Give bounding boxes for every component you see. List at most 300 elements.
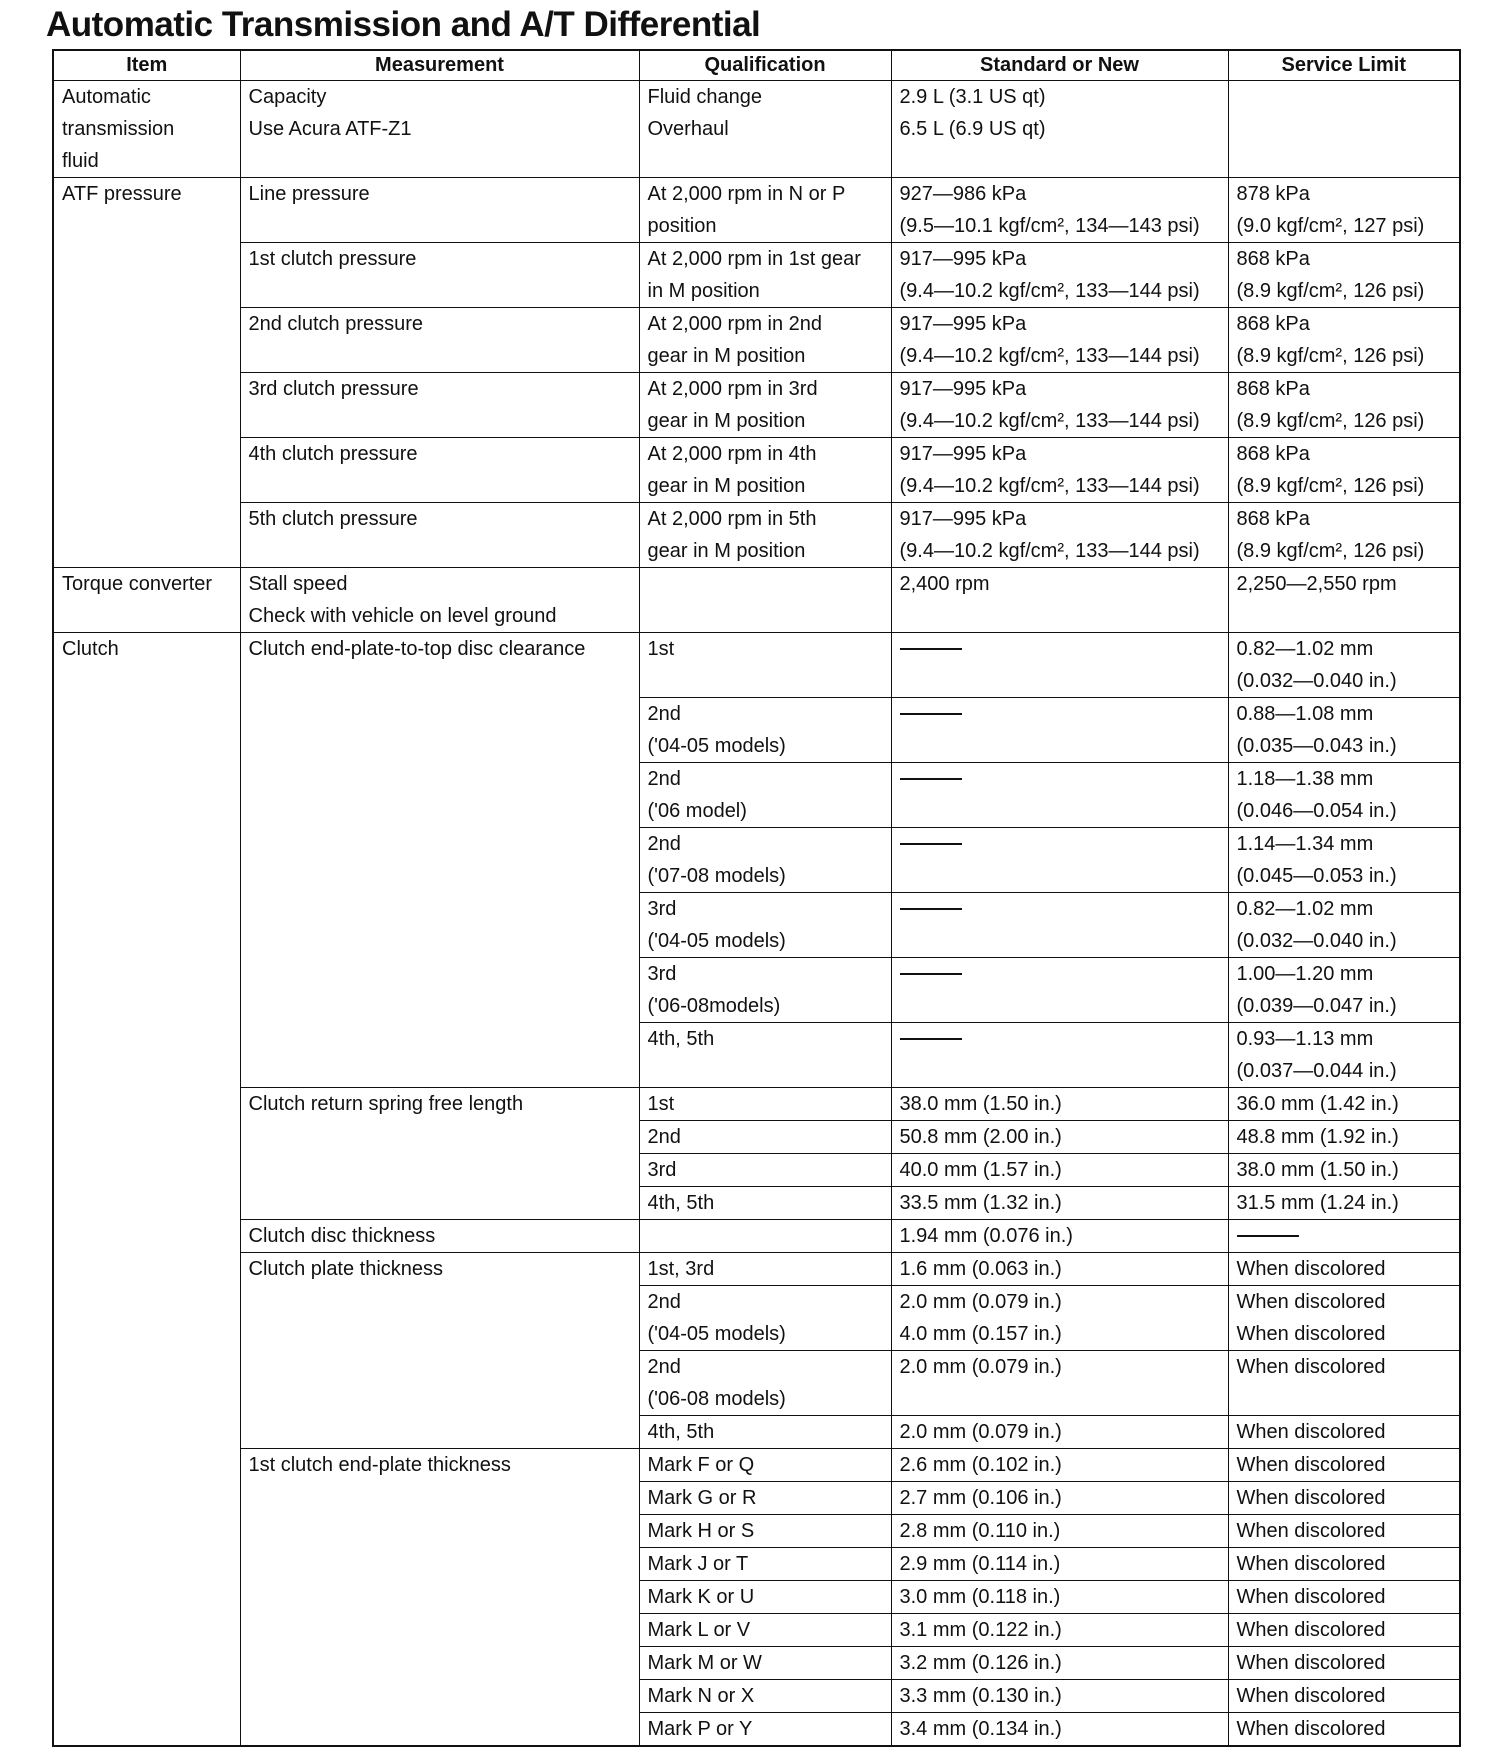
service-limit-cell [1228, 1548, 1460, 1581]
qualification-text: gear in M position [647, 475, 806, 497]
standard-cell [891, 178, 1228, 243]
service-limit-cell [1228, 1121, 1460, 1154]
qualification-cell [639, 1482, 891, 1515]
qualification-text: At 2,000 rpm in 4th [647, 443, 817, 465]
qualification-cell [639, 1351, 891, 1416]
qualification-text: Mark K or U [647, 1586, 755, 1608]
service-limit-cell [1228, 1713, 1460, 1747]
standard-cell [891, 698, 1228, 763]
service-limit-cell [1228, 373, 1460, 438]
table-row [53, 438, 1460, 503]
table-row [53, 1614, 1460, 1647]
service-limit-cell [1228, 1482, 1460, 1515]
qualification-cell [639, 243, 891, 308]
measurement-text: Line pressure [248, 183, 370, 205]
standard-cell [891, 438, 1228, 503]
qualification-text: At 2,000 rpm in 1st gear [647, 248, 861, 270]
measurement-cell [240, 1548, 639, 1581]
dash-rule [900, 908, 962, 910]
table-row [53, 763, 1460, 828]
service-limit-text: When discolored [1236, 1356, 1386, 1378]
qualification-text: At 2,000 rpm in N or P [647, 183, 846, 205]
measurement-text: Clutch disc thickness [248, 1225, 436, 1247]
service-limit-cell [1228, 243, 1460, 308]
table-row [53, 1581, 1460, 1614]
standard-text: (9.4—10.2 kgf/cm², 133—144 psi) [899, 280, 1200, 302]
measurement-text: Use Acura ATF-Z1 [248, 118, 412, 140]
item-cell [53, 1416, 240, 1449]
qualification-text: Mark N or X [647, 1685, 755, 1707]
qualification-text: 2nd [647, 1291, 681, 1313]
measurement-text: 1st clutch end-plate thickness [248, 1454, 511, 1476]
table-row [53, 373, 1460, 438]
service-limit-cell [1228, 1253, 1460, 1286]
table-row [53, 1482, 1460, 1515]
header-measurement: Measurement [240, 50, 639, 81]
service-limit-text: 2,250—2,550 rpm [1236, 573, 1397, 595]
service-limit-text: 1.18—1.38 mm [1236, 768, 1374, 790]
qualification-cell [639, 1286, 891, 1351]
qualification-cell [639, 1154, 891, 1187]
measurement-cell [240, 828, 639, 893]
standard-cell [891, 1220, 1228, 1253]
measurement-text: 3rd clutch pressure [248, 378, 419, 400]
standard-text: 927—986 kPa [899, 183, 1027, 205]
service-limit-text: When discolored [1236, 1553, 1386, 1575]
qualification-cell [639, 1187, 891, 1220]
standard-cell [891, 1647, 1228, 1680]
table-row [53, 1515, 1460, 1548]
measurement-cell [240, 1515, 639, 1548]
item-cell [53, 1581, 240, 1614]
service-limit-text: 0.82—1.02 mm [1236, 638, 1374, 660]
dash-rule [900, 1038, 962, 1040]
standard-text: (9.4—10.2 kgf/cm², 133—144 psi) [899, 410, 1200, 432]
item-cell [53, 503, 240, 568]
table-row [53, 1680, 1460, 1713]
standard-text: 2.7 mm (0.106 in.) [899, 1487, 1062, 1509]
header-item: Item [53, 50, 240, 81]
standard-text: (9.4—10.2 kgf/cm², 133—144 psi) [899, 345, 1200, 367]
standard-cell [891, 1713, 1228, 1747]
service-limit-cell [1228, 633, 1460, 698]
item-text: fluid [62, 150, 99, 172]
spec-table [52, 49, 1461, 1747]
service-limit-cell [1228, 178, 1460, 243]
standard-text [892, 958, 1228, 990]
qualification-text: Mark J or T [647, 1553, 749, 1575]
measurement-cell [240, 373, 639, 438]
item-cell [53, 1121, 240, 1154]
service-limit-text: (0.032—0.040 in.) [1236, 670, 1397, 692]
table-row [53, 1023, 1460, 1088]
qualification-text: 2nd [647, 1126, 681, 1148]
qualification-text: 2nd [647, 703, 681, 725]
measurement-cell [240, 243, 639, 308]
qualification-text: Mark F or Q [647, 1454, 755, 1476]
measurement-cell [240, 1680, 639, 1713]
table-row [53, 1088, 1460, 1121]
measurement-cell [240, 1614, 639, 1647]
dash-rule [900, 713, 962, 715]
qualification-cell [639, 308, 891, 373]
standard-cell [891, 81, 1228, 178]
service-limit-text: 868 kPa [1236, 313, 1310, 335]
measurement-text: Clutch return spring free length [248, 1093, 524, 1115]
service-limit-cell [1228, 1351, 1460, 1416]
qualification-text: gear in M position [647, 540, 806, 562]
service-limit-cell [1228, 1088, 1460, 1121]
standard-text [892, 633, 1228, 665]
standard-cell [891, 633, 1228, 698]
item-cell [53, 373, 240, 438]
table-row [53, 1121, 1460, 1154]
table-row [53, 1286, 1460, 1351]
standard-text: 3.2 mm (0.126 in.) [899, 1652, 1062, 1674]
service-limit-cell [1228, 1187, 1460, 1220]
measurement-cell [240, 1416, 639, 1449]
qualification-text: gear in M position [647, 345, 806, 367]
table-row [53, 503, 1460, 568]
qualification-text: Overhaul [647, 118, 729, 140]
service-limit-text: 868 kPa [1236, 508, 1310, 530]
service-limit-text: When discolored [1236, 1323, 1386, 1345]
standard-text: (9.4—10.2 kgf/cm², 133—144 psi) [899, 540, 1200, 562]
service-limit-text: 1.00—1.20 mm [1236, 963, 1374, 985]
qualification-text: gear in M position [647, 410, 806, 432]
service-limit-text: (0.046—0.054 in.) [1236, 800, 1397, 822]
measurement-cell [240, 698, 639, 763]
standard-cell [891, 308, 1228, 373]
standard-text [892, 698, 1228, 730]
qualification-text: ('06 model) [647, 800, 747, 822]
service-limit-cell [1228, 1680, 1460, 1713]
qualification-cell [639, 1680, 891, 1713]
measurement-text: Clutch plate thickness [248, 1258, 444, 1280]
standard-text: 3.1 mm (0.122 in.) [899, 1619, 1062, 1641]
qualification-cell [639, 893, 891, 958]
service-limit-text: When discolored [1236, 1685, 1386, 1707]
item-cell [53, 1088, 240, 1121]
standard-text: 1.94 mm (0.076 in.) [899, 1225, 1073, 1247]
table-row [53, 1449, 1460, 1482]
service-limit-text: 868 kPa [1236, 443, 1310, 465]
service-limit-text: 31.5 mm (1.24 in.) [1236, 1192, 1399, 1214]
item-cell [53, 178, 240, 243]
qualification-cell [639, 1253, 891, 1286]
measurement-cell [240, 1220, 639, 1253]
qualification-text: Mark L or V [647, 1619, 751, 1641]
standard-cell [891, 1680, 1228, 1713]
standard-text: 4.0 mm (0.157 in.) [899, 1323, 1062, 1345]
table-row [53, 893, 1460, 958]
item-cell [53, 763, 240, 828]
item-text: Torque converter [62, 573, 213, 595]
measurement-cell [240, 893, 639, 958]
qualification-cell [639, 958, 891, 1023]
item-cell [53, 1647, 240, 1680]
standard-text: 1.6 mm (0.063 in.) [899, 1258, 1062, 1280]
item-cell [53, 1482, 240, 1515]
qualification-text: Mark M or W [647, 1652, 762, 1674]
standard-text: 2.0 mm (0.079 in.) [899, 1291, 1062, 1313]
item-cell [53, 438, 240, 503]
qualification-text: ('07-08 models) [647, 865, 786, 887]
standard-text: 38.0 mm (1.50 in.) [899, 1093, 1062, 1115]
item-cell [53, 1187, 240, 1220]
standard-cell [891, 1253, 1228, 1286]
item-text: ATF pressure [62, 183, 182, 205]
qualification-text: Mark G or R [647, 1487, 757, 1509]
qualification-text: 4th, 5th [647, 1192, 715, 1214]
standard-text: 50.8 mm (2.00 in.) [899, 1126, 1062, 1148]
measurement-cell [240, 1647, 639, 1680]
service-limit-text: (8.9 kgf/cm², 126 psi) [1236, 280, 1425, 302]
standard-cell [891, 1449, 1228, 1482]
table-row [53, 1416, 1460, 1449]
service-limit-text: 36.0 mm (1.42 in.) [1236, 1093, 1399, 1115]
service-limit-cell [1228, 763, 1460, 828]
qualification-cell [639, 81, 891, 178]
item-cell [53, 568, 240, 633]
service-limit-text: 0.93—1.13 mm [1236, 1028, 1374, 1050]
service-limit-text: (8.9 kgf/cm², 126 psi) [1236, 475, 1425, 497]
item-cell [53, 1449, 240, 1482]
header-service-limit: Service Limit [1228, 50, 1460, 81]
service-limit-text: When discolored [1236, 1291, 1386, 1313]
service-limit-text: When discolored [1236, 1652, 1386, 1674]
measurement-cell [240, 958, 639, 1023]
item-cell [53, 81, 240, 178]
service-limit-cell [1228, 1220, 1460, 1253]
qualification-text: At 2,000 rpm in 5th [647, 508, 817, 530]
qualification-cell [639, 1515, 891, 1548]
service-limit-text: (8.9 kgf/cm², 126 psi) [1236, 540, 1425, 562]
qualification-text: 2nd [647, 1356, 681, 1378]
standard-text: 2.9 L (3.1 US qt) [899, 86, 1046, 108]
service-limit-text: (0.035—0.043 in.) [1236, 735, 1397, 757]
measurement-cell [240, 1253, 639, 1286]
standard-text: 2.8 mm (0.110 in.) [899, 1520, 1061, 1542]
service-limit-text: 868 kPa [1236, 378, 1310, 400]
qualification-text: Mark P or Y [647, 1718, 753, 1740]
measurement-cell [240, 1154, 639, 1187]
item-cell [53, 1680, 240, 1713]
item-cell [53, 1614, 240, 1647]
standard-cell [891, 1351, 1228, 1416]
qualification-text: 4th, 5th [647, 1028, 715, 1050]
qualification-text: position [647, 215, 717, 237]
dash-rule [900, 648, 962, 650]
table-row [53, 178, 1460, 243]
table-row [53, 1253, 1460, 1286]
standard-text: 2.6 mm (0.102 in.) [899, 1454, 1062, 1476]
qualification-text: 1st [647, 638, 675, 660]
measurement-cell [240, 633, 639, 698]
service-limit-cell [1228, 1515, 1460, 1548]
item-cell [53, 1286, 240, 1351]
measurement-cell [240, 308, 639, 373]
service-limit-text: When discolored [1236, 1421, 1386, 1443]
item-cell [53, 243, 240, 308]
measurement-cell [240, 1121, 639, 1154]
service-limit-cell [1228, 698, 1460, 763]
measurement-cell [240, 438, 639, 503]
item-text: transmission [62, 118, 175, 140]
header-qualification: Qualification [639, 50, 891, 81]
measurement-text: Stall speed [248, 573, 348, 595]
item-cell [53, 698, 240, 763]
qualification-text: ('04-05 models) [647, 735, 786, 757]
service-limit-cell [1228, 503, 1460, 568]
service-limit-cell [1228, 1647, 1460, 1680]
measurement-text: 4th clutch pressure [248, 443, 418, 465]
service-limit-cell [1228, 828, 1460, 893]
qualification-text: At 2,000 rpm in 3rd [647, 378, 818, 400]
standard-cell [891, 503, 1228, 568]
qualification-text: ('04-05 models) [647, 1323, 786, 1345]
service-limit-cell [1228, 81, 1460, 178]
item-cell [53, 1515, 240, 1548]
dash-rule [1237, 1235, 1299, 1237]
service-limit-text: When discolored [1236, 1520, 1386, 1542]
qualification-text: 3rd [647, 898, 677, 920]
qualification-cell [639, 178, 891, 243]
dash-rule [900, 843, 962, 845]
standard-text: 33.5 mm (1.32 in.) [899, 1192, 1062, 1214]
item-cell [53, 1220, 240, 1253]
table-row [53, 1187, 1460, 1220]
qualification-text: 3rd [647, 1159, 677, 1181]
service-limit-cell [1228, 438, 1460, 503]
measurement-cell [240, 568, 639, 633]
table-row [53, 958, 1460, 1023]
service-limit-text: When discolored [1236, 1718, 1386, 1740]
standard-text [892, 893, 1228, 925]
standard-cell [891, 243, 1228, 308]
service-limit-text: 1.14—1.34 mm [1236, 833, 1374, 855]
table-row [53, 81, 1460, 178]
standard-text: 2,400 rpm [899, 573, 990, 595]
table-row [53, 1154, 1460, 1187]
dash-rule [900, 778, 962, 780]
standard-cell [891, 1088, 1228, 1121]
service-limit-text: (0.037—0.044 in.) [1236, 1060, 1397, 1082]
measurement-cell [240, 1088, 639, 1121]
page-title: Automatic Transmission and A/T Differential [46, 5, 761, 44]
qualification-cell [639, 1088, 891, 1121]
service-limit-text: When discolored [1236, 1586, 1386, 1608]
table-row [53, 1548, 1460, 1581]
standard-text: (9.5—10.1 kgf/cm², 134—143 psi) [899, 215, 1200, 237]
standard-text: 917—995 kPa [899, 248, 1027, 270]
qualification-text: At 2,000 rpm in 2nd [647, 313, 823, 335]
standard-cell [891, 568, 1228, 633]
service-limit-text: When discolored [1236, 1619, 1386, 1641]
dash-rule [900, 973, 962, 975]
service-limit-cell [1228, 1154, 1460, 1187]
service-limit-cell [1228, 958, 1460, 1023]
service-limit-cell [1228, 1449, 1460, 1482]
service-limit-cell [1228, 1416, 1460, 1449]
qualification-cell [639, 1449, 891, 1482]
item-cell [53, 1548, 240, 1581]
table-row [53, 568, 1460, 633]
item-cell [53, 1713, 240, 1747]
standard-text: 917—995 kPa [899, 508, 1027, 530]
header-standard: Standard or New [891, 50, 1228, 81]
service-limit-text: (8.9 kgf/cm², 126 psi) [1236, 410, 1425, 432]
service-limit-cell [1228, 1286, 1460, 1351]
measurement-text: 1st clutch pressure [248, 248, 417, 270]
measurement-cell [240, 81, 639, 178]
service-limit-text: When discolored [1236, 1487, 1386, 1509]
service-limit-cell [1228, 1614, 1460, 1647]
measurement-text: Capacity [248, 86, 327, 108]
standard-cell [891, 1515, 1228, 1548]
item-text: Automatic [62, 86, 151, 108]
item-cell [53, 893, 240, 958]
qualification-text: 3rd [647, 963, 677, 985]
standard-text: 3.3 mm (0.130 in.) [899, 1685, 1062, 1707]
service-limit-text: 878 kPa [1236, 183, 1310, 205]
standard-cell [891, 828, 1228, 893]
measurement-cell [240, 1581, 639, 1614]
standard-text: 6.5 L (6.9 US qt) [899, 118, 1046, 140]
standard-text: 2.0 mm (0.079 in.) [899, 1421, 1062, 1443]
standard-text: 3.4 mm (0.134 in.) [899, 1718, 1062, 1740]
table-row [53, 1220, 1460, 1253]
standard-cell [891, 1416, 1228, 1449]
table-row [53, 698, 1460, 763]
service-limit-text: 868 kPa [1236, 248, 1310, 270]
measurement-cell [240, 1023, 639, 1088]
service-limit-text: 0.88—1.08 mm [1236, 703, 1374, 725]
table-row [53, 243, 1460, 308]
measurement-text: 2nd clutch pressure [248, 313, 424, 335]
qualification-cell [639, 1647, 891, 1680]
standard-cell [891, 1581, 1228, 1614]
service-limit-cell [1228, 308, 1460, 373]
service-limit-text: When discolored [1236, 1454, 1386, 1476]
standard-text: 917—995 kPa [899, 443, 1027, 465]
item-cell [53, 958, 240, 1023]
standard-text [892, 763, 1228, 795]
qualification-text: Fluid change [647, 86, 763, 108]
standard-text: (9.4—10.2 kgf/cm², 133—144 psi) [899, 475, 1200, 497]
qualification-cell [639, 438, 891, 503]
standard-cell [891, 1023, 1228, 1088]
qualification-cell [639, 698, 891, 763]
item-cell [53, 1023, 240, 1088]
standard-cell [891, 1154, 1228, 1187]
item-cell [53, 828, 240, 893]
measurement-text: Check with vehicle on level ground [248, 605, 557, 627]
standard-text [892, 828, 1228, 860]
service-limit-text: (9.0 kgf/cm², 127 psi) [1236, 215, 1425, 237]
qualification-text: ('06-08 models) [647, 1388, 786, 1410]
standard-text: 2.9 mm (0.114 in.) [899, 1553, 1061, 1575]
service-limit-text: (8.9 kgf/cm², 126 psi) [1236, 345, 1425, 367]
measurement-cell [240, 178, 639, 243]
table-row [53, 633, 1460, 698]
item-cell [53, 1154, 240, 1187]
service-limit-cell [1228, 568, 1460, 633]
item-cell [53, 633, 240, 698]
qualification-text: 2nd [647, 768, 681, 790]
standard-cell [891, 958, 1228, 1023]
qualification-cell [639, 1023, 891, 1088]
